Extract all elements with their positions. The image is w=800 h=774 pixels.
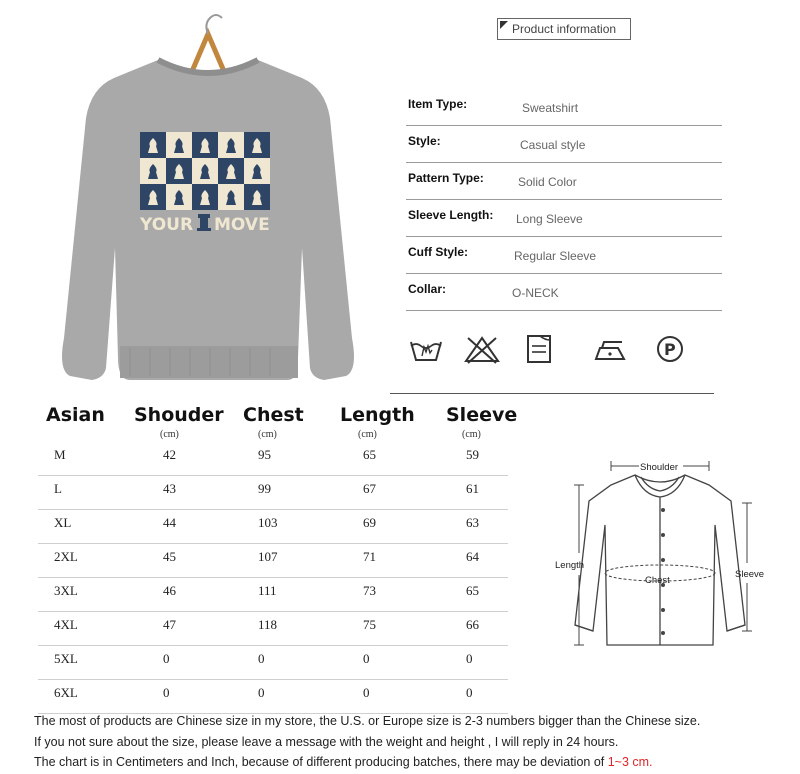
dry-flat-icon [522, 334, 558, 364]
divider [390, 393, 714, 394]
chest-cell: 111 [258, 583, 277, 598]
spec-key: Style: [408, 134, 441, 148]
unit-label: (cm) [358, 429, 377, 440]
unit-label: (cm) [258, 429, 277, 440]
sleeve-cell: 0 [466, 685, 473, 700]
header-asian: Asian [46, 404, 105, 426]
sleeve-cell: 0 [466, 651, 473, 666]
chest-cell: 95 [258, 447, 271, 462]
spec-value: Sweatshirt [522, 101, 579, 115]
sleeve-cell: 64 [466, 549, 479, 564]
note-line-3-text: The chart is in Centimeters and Inch, because of different producing batches, there may be deviation of [34, 755, 608, 769]
spec-row-cuff-style [406, 237, 722, 274]
note-line-2: If you not sure about the size, please leave a message with the weight and height , I will reply in 24 hours. [34, 735, 619, 749]
product-information-title: Product information [512, 22, 617, 36]
length-cell: 69 [363, 515, 376, 530]
length-cell: 67 [363, 481, 376, 496]
size-cell: 2XL [54, 549, 78, 564]
sleeve-label: Sleeve [735, 569, 765, 580]
size-cell: XL [54, 515, 72, 530]
size-cell: 4XL [54, 617, 78, 632]
chest-cell: 0 [258, 685, 265, 700]
table-row [38, 611, 508, 646]
spec-value: Solid Color [518, 175, 577, 189]
shoulder-label: Shoulder [640, 462, 679, 473]
sleeve-cell: 65 [466, 583, 479, 598]
spec-row-item-type [406, 89, 722, 126]
size-cell: 6XL [54, 685, 78, 700]
table-row [38, 441, 508, 476]
unit-label: (cm) [160, 429, 179, 440]
length-cell: 0 [363, 651, 370, 666]
print-word-your: YOUR [140, 215, 194, 235]
table-row [38, 475, 508, 510]
iron-icon [592, 334, 628, 364]
chest-cell: 103 [258, 515, 278, 530]
sleeve-cell: 61 [466, 481, 479, 496]
size-cell: L [54, 481, 62, 496]
spec-value: Regular Sleeve [514, 249, 597, 263]
sleeve-cell: 59 [466, 447, 479, 462]
spec-row-style [406, 126, 722, 163]
shoulder-cell: 43 [163, 481, 176, 496]
length-cell: 71 [363, 549, 376, 564]
size-cell: M [54, 447, 66, 462]
shoulder-cell: 44 [163, 515, 176, 530]
table-row [38, 679, 508, 714]
header-shoulder: Shouder [134, 404, 224, 426]
unit-label: (cm) [462, 429, 481, 440]
size-cell: 3XL [54, 583, 78, 598]
measurement-diagram [545, 455, 780, 665]
shoulder-cell: 47 [163, 617, 176, 632]
table-row [38, 645, 508, 680]
spec-key: Cuff Style: [408, 245, 468, 259]
length-cell: 65 [363, 447, 376, 462]
note-line-3 [34, 755, 653, 769]
deviation-highlight: 1~3 cm. [607, 755, 653, 769]
svg-text:P: P [664, 340, 676, 359]
header-length: Length [340, 404, 415, 426]
shoulder-cell: 0 [163, 651, 170, 666]
size-cell: 5XL [54, 651, 78, 666]
spec-key: Pattern Type: [408, 171, 484, 185]
spec-row-pattern-type [406, 163, 722, 200]
chest-cell: 118 [258, 617, 278, 632]
spec-value: Long Sleeve [516, 212, 583, 226]
sleeve-cell: 66 [466, 617, 479, 632]
length-cell: 73 [363, 583, 376, 598]
length-cell: 75 [363, 617, 376, 632]
spec-key: Collar: [408, 282, 447, 296]
spec-value: O-NECK [512, 286, 559, 300]
product-image [40, 8, 380, 388]
spec-row-collar [406, 274, 722, 311]
no-bleach-icon [464, 334, 500, 364]
table-row [38, 509, 508, 544]
chest-cell: 0 [258, 651, 265, 666]
spec-key: Sleeve Length: [408, 208, 494, 222]
spec-row-sleeve-length [406, 200, 722, 237]
print-word-move: MOVE [214, 215, 270, 235]
shoulder-cell: 42 [163, 447, 176, 462]
chess-board-print [140, 132, 270, 210]
shoulder-cell: 45 [163, 549, 176, 564]
shoulder-cell: 0 [163, 685, 170, 700]
chest-label: Chest [645, 575, 670, 586]
table-row [38, 577, 508, 612]
product-information-tag [497, 18, 631, 40]
table-row [38, 543, 508, 578]
length-label: Length [555, 560, 585, 571]
length-cell: 0 [363, 685, 370, 700]
hand-wash-icon [408, 334, 444, 364]
chest-cell: 107 [258, 549, 278, 564]
sleeve-cell: 63 [466, 515, 479, 530]
chest-cell: 99 [258, 481, 271, 496]
header-chest: Chest [243, 404, 304, 426]
note-line-1: The most of products are Chinese size in my store, the U.S. or Europe size is 2-3 numbers bigger than the Chinese size. [34, 714, 701, 728]
spec-value: Casual style [520, 138, 586, 152]
corner-mark-icon [500, 21, 508, 29]
dry-clean-icon [654, 334, 690, 364]
spec-key: Item Type: [408, 97, 468, 111]
shoulder-cell: 46 [163, 583, 176, 598]
header-sleeve: Sleeve [446, 404, 518, 426]
